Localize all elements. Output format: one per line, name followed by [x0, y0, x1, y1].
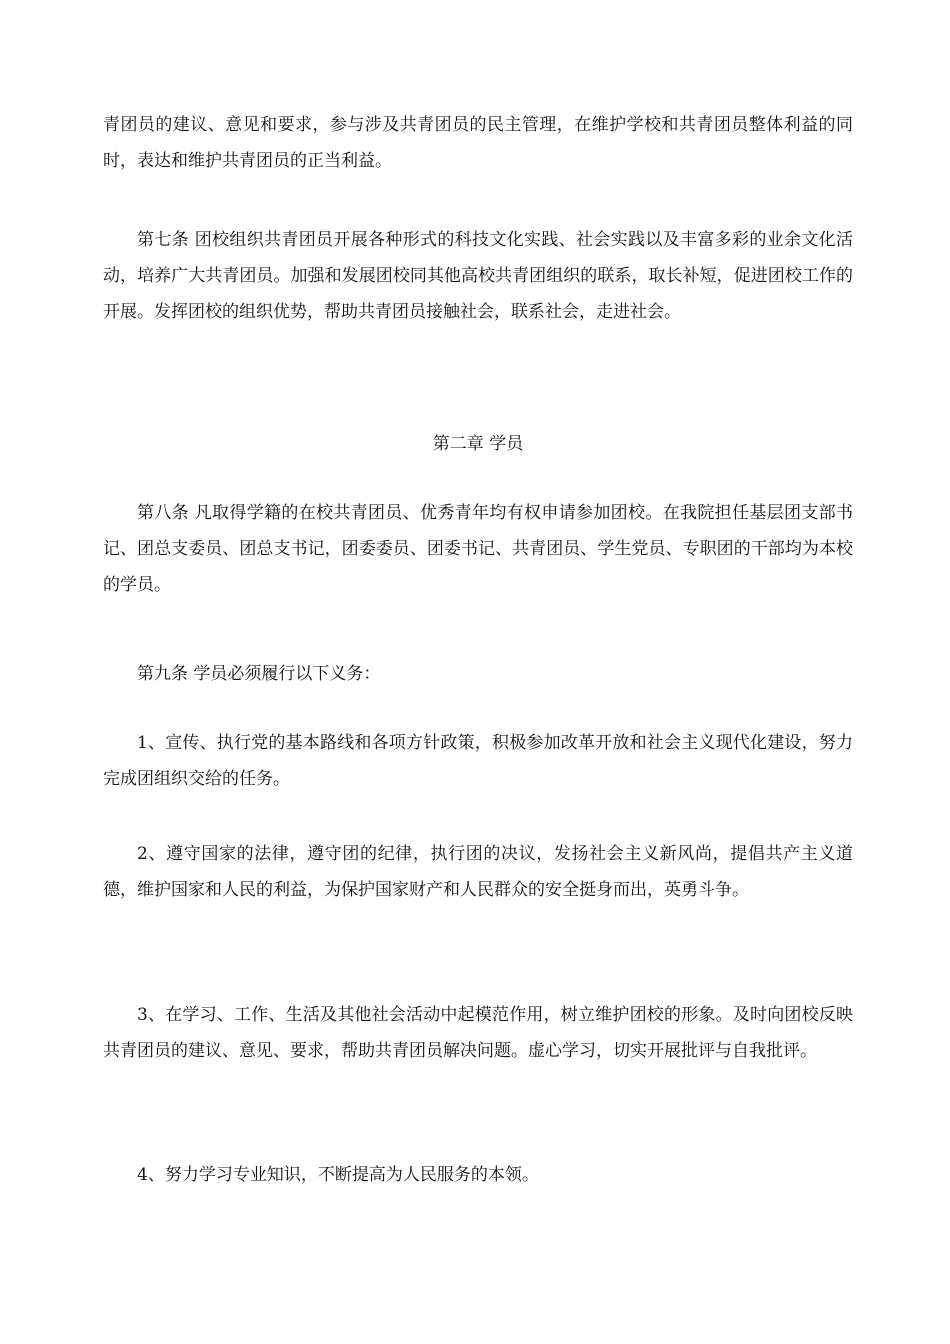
- paragraph-continuation: 青团员的建议、意见和要求，参与涉及共青团员的民主管理，在维护学校和共青团员整体利益的同时，表达和维护共青团员的正当利益。: [103, 115, 853, 171]
- article-7-paragraph: 第七条 团校组织共青团员开展各种形式的科技文化实践、社会实践以及丰富多彩的业余文化活动，培养广大共青团员。加强和发展团校同其他高校共青团组织的联系，取长补短，促进团校工作的开展。发挥团校的组织优势，帮助共青团员接触社会，联系社会，走进社会。: [103, 230, 853, 322]
- article-9-paragraph: 第九条 学员必须履行以下义务：: [137, 664, 381, 684]
- article-8-paragraph: 第八条 凡取得学籍的在校共青团员、优秀青年均有权申请参加团校。在我院担任基层团支部书记、团总支委员、团总支书记，团委委员、团委书记、共青团员、学生党员、专职团的干部均为本校的学员。: [103, 503, 853, 595]
- duty-item-4: 4、努力学习专业知识，不断提高为人民服务的本领。: [137, 1165, 539, 1185]
- duty-item-3: 3、在学习、工作、生活及其他社会活动中起模范作用，树立维护团校的形象。及时向团校反映共青团员的建议、意见、要求，帮助共青团员解决问题。虚心学习，切实开展批评与自我批评。: [103, 1005, 853, 1061]
- duty-item-1: 1、宣传、执行党的基本路线和各项方针政策，积极参加改革开放和社会主义现代化建设，努力完成团组织交给的任务。: [103, 733, 853, 789]
- chapter-heading: 第二章 学员: [432, 434, 524, 454]
- duty-item-2: 2、遵守国家的法律，遵守团的纪律，执行团的决议，发扬社会主义新风尚，提倡共产主义道德，维护国家和人民的利益，为保护国家财产和人民群众的安全挺身而出，英勇斗争。: [103, 844, 853, 900]
